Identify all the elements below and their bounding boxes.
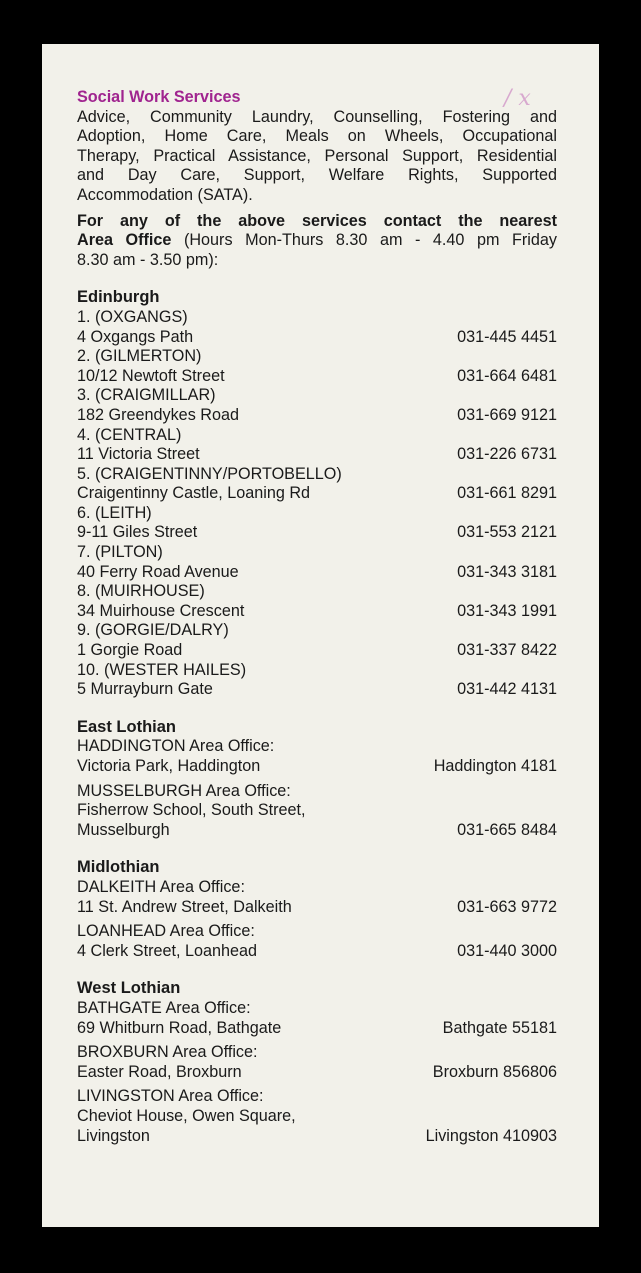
office-address: 34 Muirhouse Crescent [77, 601, 245, 620]
office-phone: 031-445 4451 [457, 327, 557, 346]
office-address-row [77, 328, 557, 348]
area-office [77, 347, 557, 386]
section-east-lothian: East Lothian [77, 717, 177, 736]
services-heading: Social Work Services [77, 88, 241, 106]
office-phone: 031-226 6731 [457, 445, 557, 464]
office-name: LIVINGSTON Area Office: [77, 1087, 264, 1106]
office-phone: 031-665 8484 [457, 820, 557, 839]
section-west-lothian: West Lothian [77, 979, 181, 998]
office-address: 9-11 Giles Street [77, 523, 198, 542]
office-phone: Bathgate 55181 [442, 1018, 557, 1037]
intro-line: Accommodation (SATA). [77, 185, 253, 204]
midlothian-office-list [77, 878, 557, 961]
office-address: 40 Ferry Road Avenue [77, 562, 239, 581]
area-office-label: Area Office [77, 231, 172, 250]
office-name: MUSSELBURGH Area Office: [77, 781, 291, 800]
office-name: 9. (GORGIE/DALRY) [77, 621, 229, 640]
office-address: 5 Murrayburn Gate [77, 680, 213, 699]
west-lothian-office-list [77, 999, 557, 1146]
office-address: Victoria Park, Haddington [77, 757, 261, 775]
section-edinburgh: Edinburgh [77, 288, 160, 307]
office-address-row [77, 641, 557, 661]
office-address-row [77, 1063, 557, 1083]
office-phone: 031-343 3181 [457, 562, 557, 581]
office-name: 7. (PILTON) [77, 543, 163, 562]
office-address-row [77, 445, 557, 465]
office-address-row [77, 367, 557, 387]
office-address: 11 St. Andrew Street, Dalkeith [77, 897, 292, 916]
office-address-row [77, 821, 557, 841]
office-name: LOANHEAD Area Office: [77, 922, 255, 941]
office-name: 10. (WESTER HAILES) [77, 660, 247, 679]
hours-text: (Hours Mon-Thurs 8.30 am - 4.40 pm Friday [171, 231, 557, 250]
leaflet-content [77, 88, 557, 1146]
area-office [77, 922, 557, 961]
office-address: Fisherrow School, South Street, [77, 801, 306, 820]
leaflet-page [42, 44, 599, 1227]
area-office [77, 878, 557, 917]
office-address: 10/12 Newtoft Street [77, 366, 225, 385]
contact-hours [77, 231, 557, 251]
office-address-row [77, 602, 557, 622]
office-name: HADDINGTON Area Office: [77, 737, 275, 756]
office-phone: 031-669 9121 [457, 405, 557, 424]
office-address: 11 Victoria Street [77, 445, 200, 464]
area-office [77, 737, 557, 776]
contact-hours-friday: 8.30 am - 3.50 pm): [77, 250, 219, 269]
office-phone: 031-442 4131 [457, 680, 557, 699]
intro-line: and Day Care, Support, Welfare Rights, Supported [77, 166, 557, 185]
area-office [77, 999, 557, 1038]
intro-line: Advice, Community Laundry, Counselling, Fostering and [77, 107, 557, 126]
office-name: 6. (LEITH) [77, 503, 152, 522]
office-address-row [77, 757, 557, 777]
office-phone: 031-661 8291 [457, 484, 557, 503]
area-office [77, 661, 557, 700]
office-address-row [77, 1127, 557, 1147]
office-address: Cheviot House, Owen Square, [77, 1106, 296, 1125]
area-office [77, 426, 557, 465]
office-address: Easter Road, Broxburn [77, 1062, 242, 1081]
office-address: 4 Oxgangs Path [77, 327, 194, 346]
area-office [77, 386, 557, 425]
area-office [77, 621, 557, 660]
office-phone: Broxburn 856806 [432, 1062, 557, 1081]
office-name: 5. (CRAIGENTINNY/PORTOBELLO) [77, 464, 342, 483]
office-phone: 031-343 1991 [457, 601, 557, 620]
office-address-row [77, 898, 557, 918]
office-name: BATHGATE Area Office: [77, 998, 251, 1017]
office-address-row [77, 523, 557, 543]
area-office [77, 782, 557, 841]
office-address: 4 Clerk Street, Loanhead [77, 941, 257, 960]
section-midlothian: Midlothian [77, 858, 160, 877]
office-name: DALKEITH Area Office: [77, 877, 245, 896]
office-phone: Haddington 4181 [433, 757, 557, 775]
area-office [77, 465, 557, 504]
office-name: BROXBURN Area Office: [77, 1043, 258, 1062]
office-address-row [77, 942, 557, 962]
office-name: 1. (OXGANGS) [77, 307, 188, 326]
office-phone: 031-553 2121 [457, 523, 557, 542]
margin-mark: / x [504, 86, 531, 111]
contact-instruction: For any of the above services contact the nearest [77, 211, 557, 230]
office-address: Musselburgh [77, 820, 170, 839]
area-office [77, 1043, 557, 1082]
office-address: 1 Gorgie Road [77, 641, 183, 660]
office-address-row [77, 563, 557, 583]
office-name: 2. (GILMERTON) [77, 347, 202, 366]
area-office [77, 308, 557, 347]
office-name: 3. (CRAIGMILLAR) [77, 386, 216, 405]
area-office [77, 543, 557, 582]
office-phone: 031-663 9772 [457, 897, 557, 916]
office-name: 8. (MUIRHOUSE) [77, 582, 205, 601]
edinburgh-office-list [77, 308, 557, 700]
office-address: Craigentinny Castle, Loaning Rd [77, 484, 311, 503]
office-phone: 031-337 8422 [457, 641, 557, 660]
intro-line: Adoption, Home Care, Meals on Wheels, Occupational [77, 127, 557, 146]
intro-line: Therapy, Practical Assistance, Personal Support, Residential [77, 146, 557, 165]
office-address-row [77, 1019, 557, 1039]
office-phone: Livingston 410903 [425, 1126, 557, 1145]
office-address: 182 Greendykes Road [77, 405, 239, 424]
east-lothian-office-list [77, 737, 557, 840]
office-name: 4. (CENTRAL) [77, 425, 182, 444]
area-office [77, 582, 557, 621]
office-address-row [77, 406, 557, 426]
office-address: Livingston [77, 1126, 150, 1145]
area-office [77, 504, 557, 543]
office-phone: 031-440 3000 [457, 941, 557, 960]
area-office [77, 1087, 557, 1146]
office-phone: 031-664 6481 [457, 366, 557, 385]
office-address: 69 Whitburn Road, Bathgate [77, 1018, 282, 1037]
office-address-row [77, 680, 557, 700]
office-address-row [77, 484, 557, 504]
